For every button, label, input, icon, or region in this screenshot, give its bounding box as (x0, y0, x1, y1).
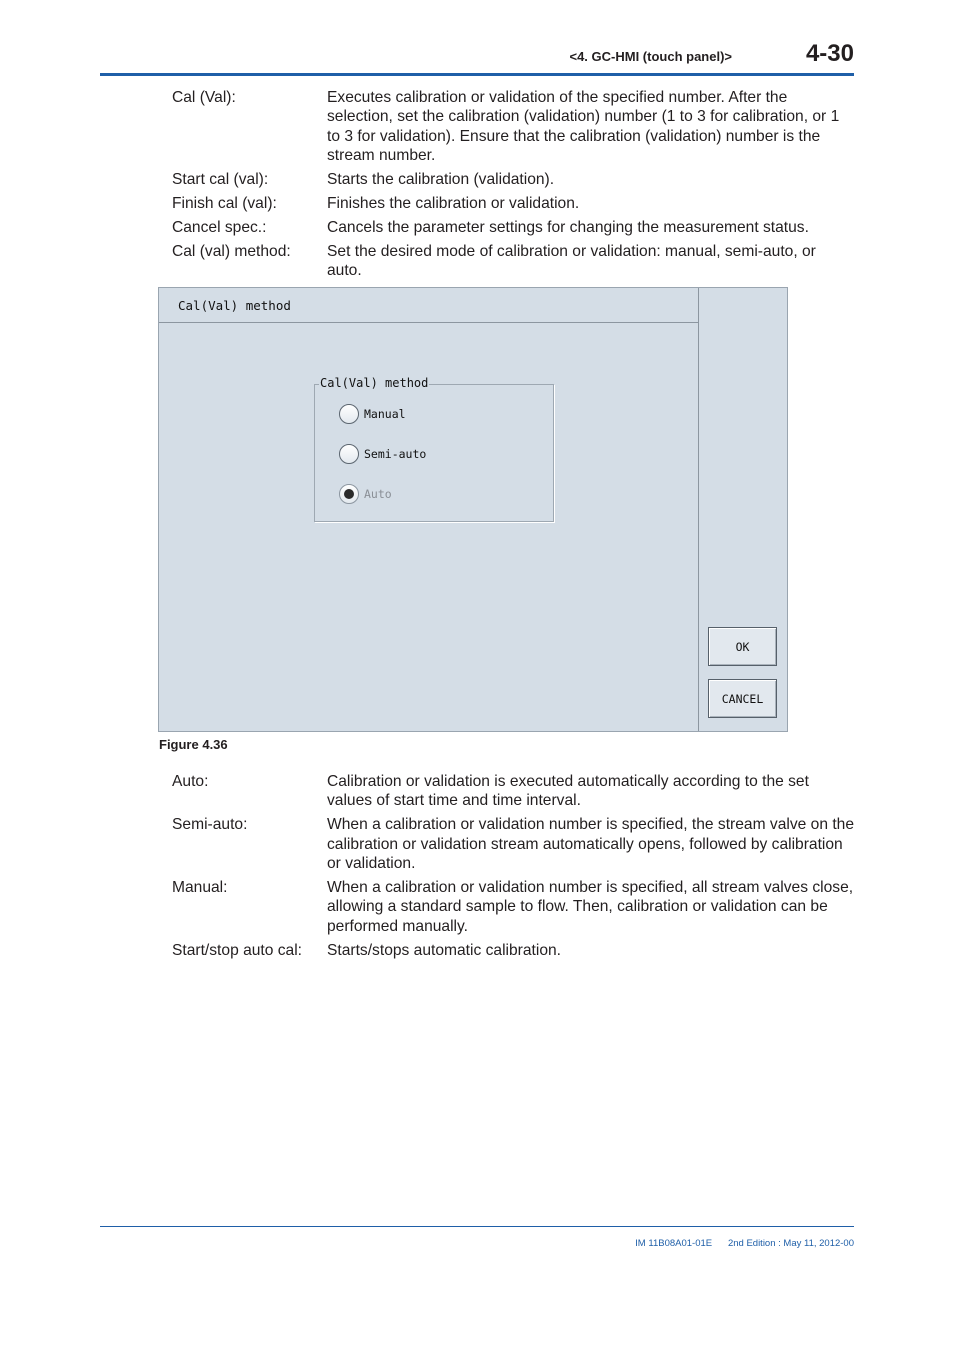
definition-desc: Cancels the parameter settings for changing the measurement status. (327, 218, 809, 236)
definition-row (172, 170, 854, 189)
screen-title: Cal(Val) method (178, 298, 291, 313)
footer-edition: 2nd Edition : May 11, 2012-00 (727, 1238, 854, 1249)
radio-button-icon[interactable] (339, 404, 359, 424)
definition-term: Start cal (val): (172, 171, 269, 189)
radio-button-icon[interactable] (339, 444, 359, 464)
definition-row (172, 941, 854, 960)
definition-row (172, 242, 854, 281)
definition-row (172, 88, 854, 166)
hmi-screenshot (158, 287, 788, 732)
screen-main-area (159, 288, 699, 731)
page-number: 4-30 (805, 40, 854, 67)
radio-option-semi-auto[interactable] (339, 441, 426, 467)
radio-option-manual[interactable] (339, 401, 406, 427)
radio-label-semi-auto: Semi-auto (364, 447, 427, 461)
definition-term: Manual: (172, 879, 228, 897)
footer-text (635, 1238, 854, 1249)
definition-row (172, 878, 854, 936)
definition-desc: When a calibration or validation number is specified, all stream valves close, allowing a standard sample to flow. Then, calibration or validation can be performed manually. (327, 879, 854, 935)
header-section-title: <4. GC-HMI (touch panel)> (569, 49, 732, 64)
definition-desc: Finishes the calibration or validation. (327, 195, 580, 213)
definition-term: Cal (val) method: (172, 242, 291, 260)
definition-list-bottom (172, 772, 854, 965)
definition-term: Start/stop auto cal: (172, 941, 303, 959)
definition-row (172, 772, 854, 811)
definition-desc: Set the desired mode of calibration or validation: manual, semi-auto, or auto. (327, 242, 816, 280)
method-groupbox (314, 376, 554, 522)
definition-desc: Executes calibration or validation of the specified number. After the selection, set the calibration (validation) number (1 to 3 for calibration, or 1 to 3 for validation). Ensure that the calibration (validation) number is the stream number. (327, 89, 840, 165)
radio-label-auto: Auto (364, 487, 392, 501)
definition-desc: Starts the calibration (validation). (327, 171, 555, 189)
radio-option-auto[interactable] (339, 481, 392, 507)
ok-button[interactable]: OK (708, 627, 777, 666)
definition-term: Semi-auto: (172, 816, 248, 834)
definition-desc: When a calibration or validation number is specified, the stream valve on the calibration or validation stream automatically opens, followed by calibration or validation. (327, 816, 854, 873)
cancel-button[interactable]: CANCEL (708, 679, 777, 718)
definition-row (172, 218, 854, 237)
radio-label-manual: Manual (364, 407, 406, 421)
definition-row (172, 194, 854, 213)
definition-term: Cal (Val): (172, 89, 236, 106)
footer-rule (100, 1226, 854, 1227)
definition-desc: Starts/stops automatic calibration. (327, 941, 562, 959)
groupbox-label: Cal(Val) method (320, 376, 429, 390)
definition-term: Auto: (172, 773, 209, 790)
footer-doc-id: IM 11B08A01-01E (635, 1238, 713, 1249)
definition-row (172, 815, 854, 873)
definition-term: Finish cal (val): (172, 195, 277, 213)
figure-caption: Figure 4.36 (159, 737, 228, 752)
screen-title-bar (159, 288, 698, 323)
definition-desc: Calibration or validation is executed automatically according to the set values of start time and time interval. (327, 773, 809, 810)
radio-button-selected-icon[interactable] (339, 484, 359, 504)
header-rule (100, 73, 854, 76)
definition-term: Cancel spec.: (172, 218, 267, 236)
definition-list-top (172, 88, 854, 285)
